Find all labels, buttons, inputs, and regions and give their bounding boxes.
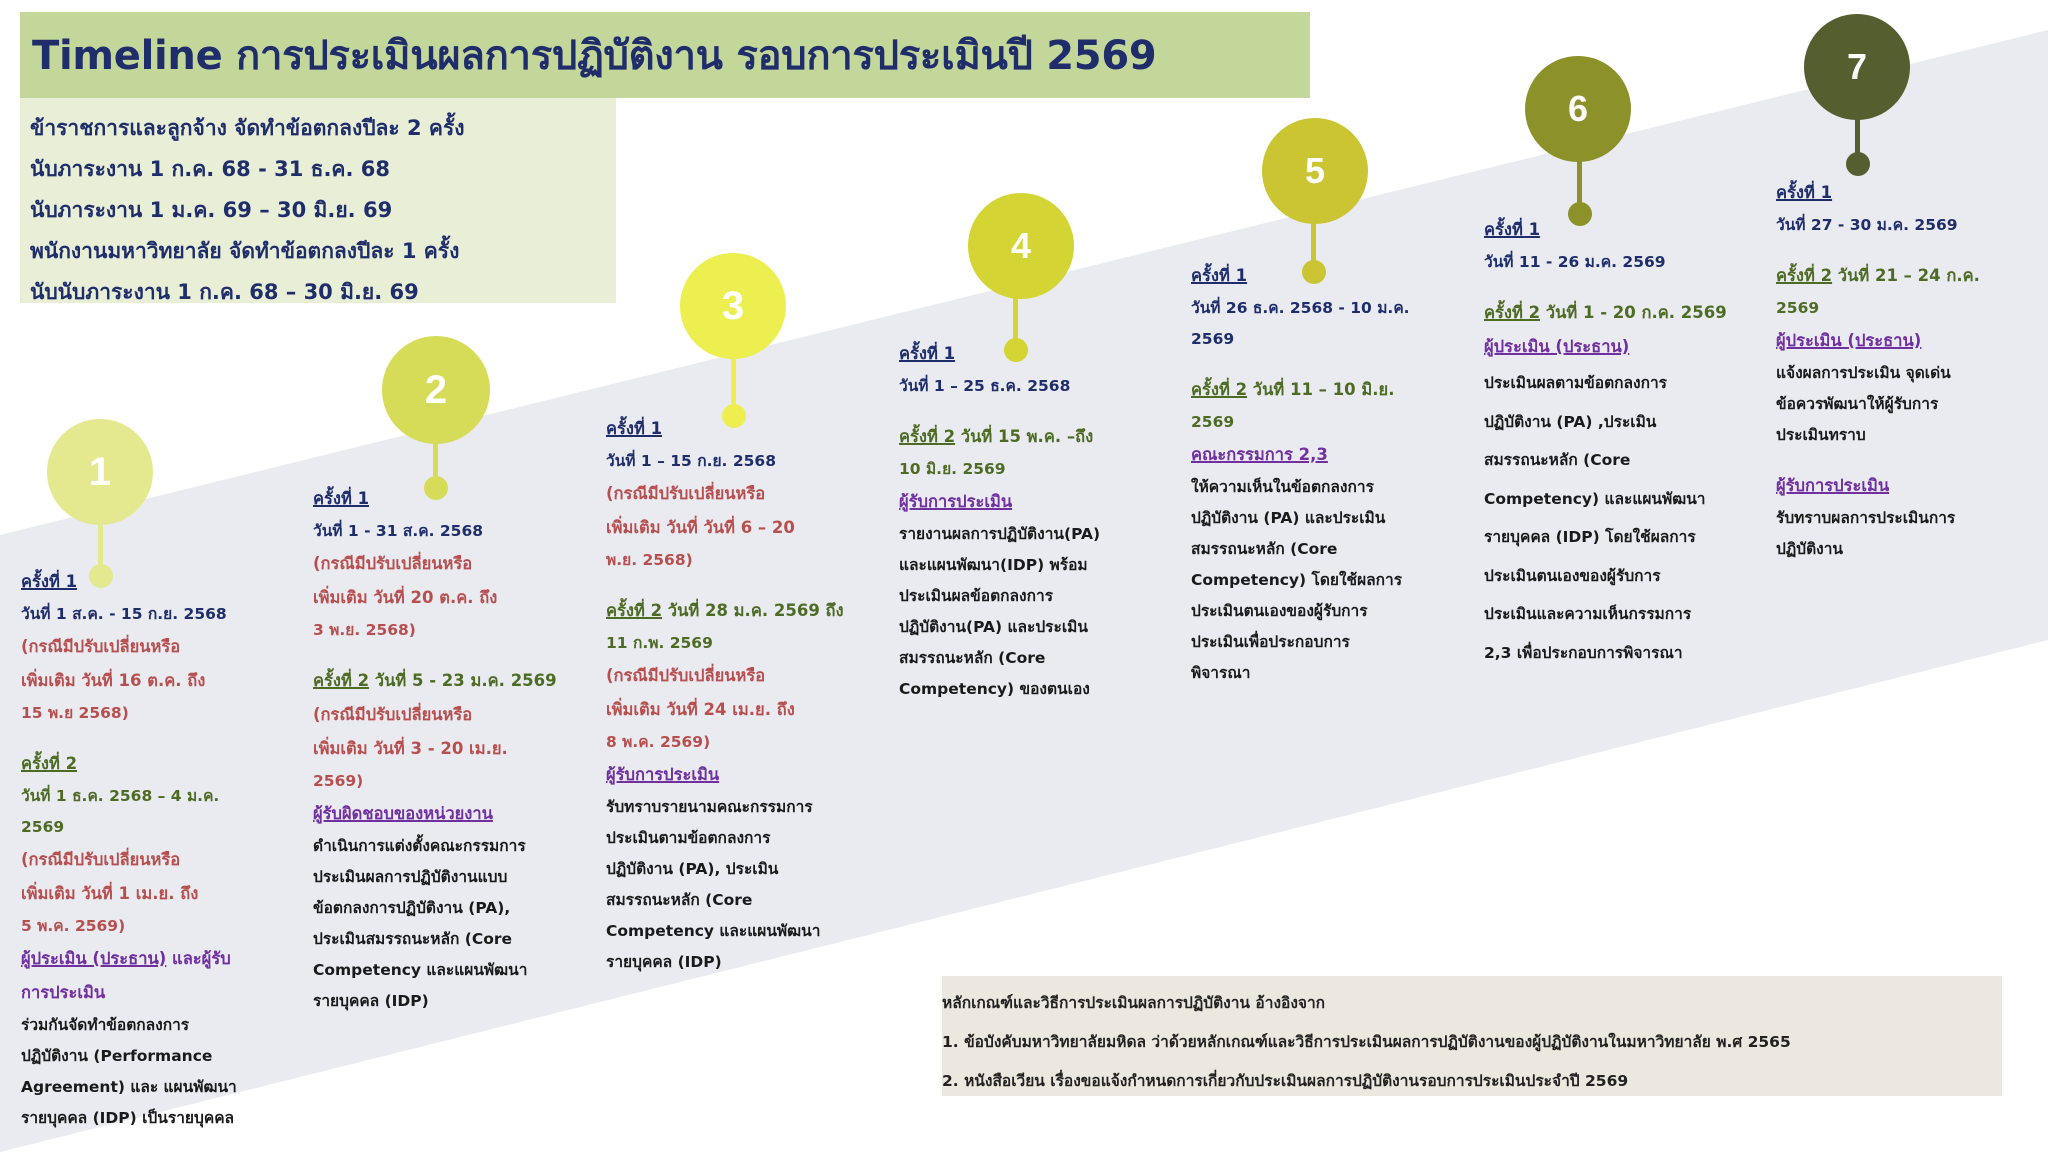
step-5-circle <box>1262 118 1368 224</box>
info-line: นับภาระงาน 1 ม.ค. 69 – 30 มิ.ย. 69 <box>30 198 393 222</box>
role-desc: ข้อตกลงการปฏิบัติงาน (PA), <box>313 899 511 917</box>
round-1-note: เพิ่มเติม วันที่ 16 ต.ค. ถึง <box>21 671 206 690</box>
round-1-note: (กรณีมีปรับเปลี่ยนหรือ <box>313 554 473 573</box>
reference-item: 2. หนังสือเวียน เรื่องขอแจ้งกำหนดการเกี่ยวกับประเมินผลการปฏิบัติงานรอบการประเมินประจำปี 2569 <box>942 1072 1629 1090</box>
step-2-circle <box>382 336 490 444</box>
round-2-label: ครั้งที่ 2 <box>899 427 956 446</box>
role-desc: รายงานผลการปฏิบัติงาน(PA) <box>899 525 1101 543</box>
role-2-desc: ปฏิบัติงาน <box>1776 540 1844 558</box>
info-line: พนักงานมหาวิทยาลัย จัดทำข้อตกลงปีละ 1 ครั้ง <box>30 239 460 263</box>
role-desc: รับทราบรายนามคณะกรรมการ <box>606 798 813 816</box>
role-label: ผู้ประเมิน (ประธาน) <box>1776 331 1922 350</box>
role-desc: แจ้งผลการประเมิน จุดเด่น <box>1776 364 1951 382</box>
step-7-details <box>1776 176 1980 565</box>
role-desc: รายบุคคล (IDP) <box>606 953 722 971</box>
step-6-details <box>1484 213 1727 672</box>
role-desc: ข้อควรพัฒนาให้ผู้รับการ <box>1776 395 1939 413</box>
role-desc: ประเมินและความเห็นกรรมการ <box>1484 605 1692 623</box>
round-2-note: 5 พ.ค. 2569) <box>21 917 126 935</box>
role-label: ผู้รับการประเมิน <box>606 765 720 784</box>
role-desc: ประเมินทราบ <box>1776 426 1866 444</box>
role-desc: ประเมินตามข้อตกลงการ <box>606 829 771 847</box>
round-1-label: ครั้งที่ 1 <box>606 419 663 438</box>
round-1-note: เพิ่มเติม วันที่ วันที่ 6 – 20 <box>606 518 795 537</box>
role-desc: และแผนพัฒนา(IDP) พร้อม <box>899 556 1088 574</box>
step-7-number: 7 <box>1846 46 1868 87</box>
round-2-date: วันที่ 28 ม.ค. 2569 ถึง <box>662 601 844 620</box>
title-bar <box>20 12 1310 98</box>
step-4-circle <box>968 193 1074 299</box>
role-desc: ปฏิบัติงาน (Performance <box>21 1047 213 1065</box>
role-2-label: ผู้รับการประเมิน <box>1776 476 1890 495</box>
step-5-details <box>1191 259 1410 689</box>
round-2-date: วันที่ 1 ธ.ค. 2568 – 4 ม.ค. <box>21 787 220 805</box>
round-1-label: ครั้งที่ 1 <box>1191 266 1248 285</box>
role-desc: ประเมินผลการปฏิบัติงานแบบ <box>313 868 508 886</box>
round-2-date: 11 ก.พ. 2569 <box>606 634 713 652</box>
role-desc: ดำเนินการแต่งตั้งคณะกรรมการ <box>313 837 526 855</box>
role-label: คณะกรรมการ 2,3 <box>1191 445 1328 464</box>
info-line: ข้าราชการและลูกจ้าง จัดทำข้อตกลงปีละ 2 ครั้ง <box>30 116 465 140</box>
round-2-date: 2569 <box>21 818 65 836</box>
round-2-date: 2569 <box>1776 299 1820 317</box>
round-1-date: วันที่ 1 – 15 ก.ย. 2568 <box>606 452 776 470</box>
role-desc: ประเมินตนเองของผู้รับการ <box>1484 566 1661 585</box>
role-desc: ปฏิบัติงาน (PA) และประเมิน <box>1191 509 1386 527</box>
role-desc: ประเมินเพื่อประกอบการ <box>1191 633 1350 651</box>
step-7-circle <box>1804 14 1910 120</box>
round-1-label: ครั้งที่ 1 <box>1484 220 1541 239</box>
role-desc: ให้ความเห็นในข้อตกลงการ <box>1191 478 1374 496</box>
step-2-details <box>313 482 557 1017</box>
round-1-date: วันที่ 26 ธ.ค. 2568 - 10 ม.ค. <box>1191 299 1410 317</box>
round-1-date: วันที่ 1 – 25 ธ.ค. 2568 <box>899 377 1071 395</box>
role-desc: ประเมินผลข้อตกลงการ <box>899 587 1054 605</box>
round-1-date: 2569 <box>1191 330 1235 348</box>
role-desc: พิจารณา <box>1191 664 1251 682</box>
role-label-cont: การประเมิน <box>21 983 106 1002</box>
round-2-date: วันที่ 11 – 10 มิ.ย. <box>1247 380 1395 399</box>
step-2-number: 2 <box>424 367 448 412</box>
info-box <box>20 98 616 303</box>
round-2-date: วันที่ 21 – 24 ก.ค. <box>1832 266 1980 285</box>
reference-heading: หลักเกณฑ์และวิธีการประเมินผลการปฏิบัติงาน อ้างอิงจาก <box>942 994 1326 1012</box>
round-1-note: 15 พ.ย 2568) <box>21 704 129 722</box>
reference-item: 1. ข้อบังคับมหาวิทยาลัยมหิดล ว่าด้วยหลักเกณฑ์และวิธีการประเมินผลการปฏิบัติงานของผู้ปฏิบัติงานในมหาวิทยาลัย พ.ศ 2565 <box>942 1033 1791 1051</box>
info-line: นับภาระงาน 1 ก.ค. 68 - 31 ธ.ค. 68 <box>30 157 390 181</box>
round-1-date: วันที่ 11 - 26 ม.ค. 2569 <box>1484 253 1666 271</box>
round-2-note: 2569) <box>313 772 364 790</box>
role-desc: Competency) โดยใช้ผลการ <box>1191 571 1403 589</box>
round-2-note: เพิ่มเติม วันที่ 3 - 20 เม.ย. <box>313 739 508 758</box>
round-1-note: พ.ย. 2568) <box>606 551 693 569</box>
step-3-connector <box>731 357 736 405</box>
round-1-label: ครั้งที่ 1 <box>1776 183 1833 202</box>
round-2-note: เพิ่มเติม วันที่ 24 เม.ย. ถึง <box>606 700 795 719</box>
role-desc: รายบุคคล (IDP) โดยใช้ผลการ <box>1484 528 1696 546</box>
round-1-note: (กรณีมีปรับเปลี่ยนหรือ <box>606 484 766 503</box>
info-line: นับนับภาระงาน 1 ก.ค. 68 – 30 มิ.ย. 69 <box>30 280 419 304</box>
step-6-number: 6 <box>1567 88 1589 129</box>
step-4-details <box>899 337 1100 705</box>
role-desc: Competency และแผนพัฒนา <box>313 961 528 979</box>
role-desc: Competency) และแผนพัฒนา <box>1484 489 1706 508</box>
round-1-date: วันที่ 1 ส.ค. - 15 ก.ย. 2568 <box>21 605 227 623</box>
round-2-date: วันที่ 5 - 23 ม.ค. 2569 <box>369 671 557 690</box>
step-5-number: 5 <box>1304 150 1326 191</box>
role-desc: สมรรถนะหลัก (Core <box>1191 540 1338 558</box>
round-1-note: เพิ่มเติม วันที่ 20 ต.ค. ถึง <box>313 588 498 607</box>
role-desc: ปฏิบัติงาน (PA) ,ประเมิน <box>1484 412 1657 431</box>
round-2-date: 2569 <box>1191 413 1235 431</box>
round-1-label: ครั้งที่ 1 <box>313 489 370 508</box>
round-1-note: 3 พ.ย. 2568) <box>313 621 416 639</box>
round-2-label: ครั้งที่ 2 <box>1484 303 1541 322</box>
role-label: ผู้รับการประเมิน <box>899 492 1013 511</box>
role-desc: ประเมินตนเองของผู้รับการ <box>1191 602 1368 620</box>
role-desc: รายบุคคล (IDP) เป็นรายบุคคล <box>21 1109 235 1127</box>
role-desc: ประเมินผลตามข้อตกลงการ <box>1484 374 1668 392</box>
round-2-label: ครั้งที่ 2 <box>606 601 663 620</box>
step-1-details <box>21 565 237 1134</box>
round-2-note: (กรณีมีปรับเปลี่ยนหรือ <box>606 666 766 685</box>
round-2-date: วันที่ 15 พ.ค. –ถึง <box>955 427 1094 446</box>
step-4-connector <box>1013 297 1018 341</box>
round-2-note: (กรณีมีปรับเปลี่ยนหรือ <box>313 705 473 724</box>
role-desc: 2,3 เพื่อประกอบการพิจารณา <box>1484 643 1683 662</box>
step-3-circle <box>680 253 786 359</box>
role-label: ผู้ประเมิน (ประธาน) <box>21 949 167 968</box>
round-1-date: วันที่ 27 - 30 ม.ค. 2569 <box>1776 216 1958 234</box>
round-2-date: 10 มิ.ย. 2569 <box>899 460 1006 478</box>
step-4-number: 4 <box>1010 225 1032 266</box>
round-2-label: ครั้งที่ 2 <box>21 754 78 773</box>
role-desc: Competency และแผนพัฒนา <box>606 922 821 940</box>
step-6-circle <box>1525 56 1631 162</box>
role-label: ผู้ประเมิน (ประธาน) <box>1484 337 1630 356</box>
role-desc: Agreement) และ แผนพัฒนา <box>21 1078 237 1096</box>
round-2-date: วันที่ 1 - 20 ก.ค. 2569 <box>1540 303 1727 322</box>
role-desc: ประเมินสมรรถนะหลัก (Core <box>313 930 512 948</box>
role-desc: รายบุคคล (IDP) <box>313 992 429 1010</box>
role-label: ผู้รับผิดชอบของหน่วยงาน <box>313 804 493 823</box>
role-desc: ร่วมกันจัดทำข้อตกลงการ <box>21 1016 190 1034</box>
page-title: Timeline การประเมินผลการปฏิบัติงาน รอบการประเมินปี 2569 <box>32 33 1157 79</box>
role-suffix: และผู้รับ <box>166 949 231 968</box>
round-2-note: เพิ่มเติม วันที่ 1 เม.ย. ถึง <box>21 884 199 903</box>
step-3-number: 3 <box>721 283 745 328</box>
round-2-label: ครั้งที่ 2 <box>1776 266 1833 285</box>
round-2-label: ครั้งที่ 2 <box>1191 380 1248 399</box>
round-2-note: 8 พ.ค. 2569) <box>606 733 711 751</box>
round-2-note: (กรณีมีปรับเปลี่ยนหรือ <box>21 850 181 869</box>
role-desc: ปฏิบัติงาน(PA) และประเมิน <box>899 618 1088 636</box>
step-7-dot <box>1846 152 1870 176</box>
role-desc: ปฏิบัติงาน (PA), ประเมิน <box>606 860 779 878</box>
role-2-desc: รับทราบผลการประเมินการ <box>1776 509 1956 527</box>
role-desc: Competency) ของตนเอง <box>899 680 1090 698</box>
role-desc: สมรรถนะหลัก (Core <box>606 891 753 909</box>
round-1-label: ครั้งที่ 1 <box>21 572 78 591</box>
role-desc: สมรรถนะหลัก (Core <box>899 649 1046 667</box>
round-2-label: ครั้งที่ 2 <box>313 671 370 690</box>
round-1-date: วันที่ 1 - 31 ส.ค. 2568 <box>313 522 484 540</box>
reference-box <box>942 976 2002 1096</box>
step-1-circle <box>47 419 153 525</box>
role-desc: สมรรถนะหลัก (Core <box>1484 451 1631 469</box>
step-1-number: 1 <box>88 449 112 494</box>
round-1-label: ครั้งที่ 1 <box>899 344 956 363</box>
step-3-details <box>606 412 844 978</box>
round-1-note: (กรณีมีปรับเปลี่ยนหรือ <box>21 637 181 656</box>
